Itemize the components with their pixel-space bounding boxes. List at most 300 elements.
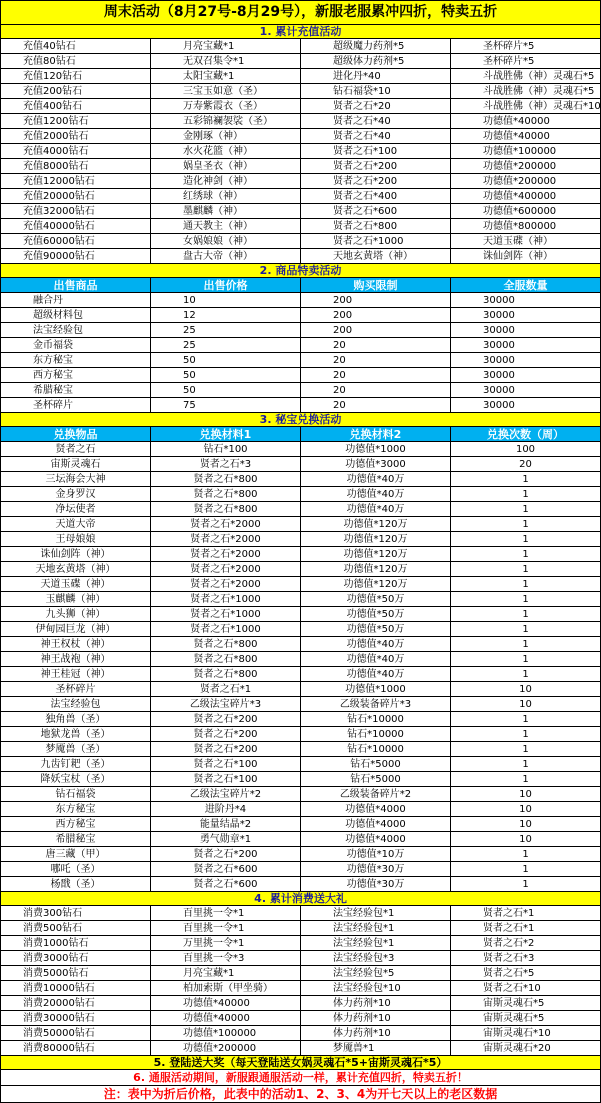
recharge-row-cell: 充值90000钻石 [1, 249, 151, 264]
recharge-row-cell: 娲皇圣衣（神） [151, 159, 301, 174]
sale-row-cell: 30000 [451, 383, 601, 398]
column-header: 兑换材料1 [151, 427, 301, 442]
exchange-row [1, 652, 601, 667]
exchange-row-cell: 东方秘宝 [1, 802, 151, 817]
sale-header-row [1, 278, 601, 293]
recharge-row [1, 129, 601, 144]
consume-row-cell: 百里挑一令*3 [151, 951, 301, 966]
sale-row-cell: 希腊秘宝 [1, 383, 151, 398]
exchange-row-cell: 贤者之石*200 [151, 727, 301, 742]
recharge-row-cell: 功德值*100000 [451, 144, 601, 159]
exchange-row-cell: 1 [451, 562, 601, 577]
exchange-row [1, 547, 601, 562]
exchange-row-cell: 1 [451, 667, 601, 682]
sale-row-cell: 30000 [451, 338, 601, 353]
recharge-row-cell: 充值2000钻石 [1, 129, 151, 144]
section-exchange-title: 3. 秘宝兑换活动 [1, 413, 601, 427]
exchange-row-cell: 10 [451, 682, 601, 697]
exchange-row-cell: 1 [451, 607, 601, 622]
column-header: 全服数量 [451, 278, 601, 293]
recharge-row-cell: 三宝玉如意（圣） [151, 84, 301, 99]
exchange-row [1, 832, 601, 847]
recharge-row-cell: 充值8000钻石 [1, 159, 151, 174]
sale-row-cell: 25 [151, 338, 301, 353]
exchange-row-cell: 贤者之石*200 [151, 847, 301, 862]
exchange-row-cell: 西方秘宝 [1, 817, 151, 832]
column-header: 出售商品 [1, 278, 151, 293]
exchange-row-cell: 能量结晶*2 [151, 817, 301, 832]
exchange-row-cell: 勇气勋章*1 [151, 832, 301, 847]
exchange-row-cell: 1 [451, 877, 601, 892]
recharge-row-cell: 充值200钻石 [1, 84, 151, 99]
exchange-row-cell: 100 [451, 442, 601, 457]
exchange-row-cell: 天道大帝 [1, 517, 151, 532]
consume-row-cell: 消费80000钻石 [1, 1041, 151, 1056]
exchange-row-cell: 功德值*120万 [301, 562, 451, 577]
exchange-row [1, 577, 601, 592]
recharge-row-cell: 墨麒麟（神） [151, 204, 301, 219]
consume-row-cell: 万里挑一令*1 [151, 936, 301, 951]
consume-row-cell: 消费20000钻石 [1, 996, 151, 1011]
column-header: 兑换物品 [1, 427, 151, 442]
sale-row-cell: 10 [151, 293, 301, 308]
exchange-row-cell: 钻石*5000 [301, 757, 451, 772]
exchange-row-cell: 贤者之石*2000 [151, 517, 301, 532]
exchange-row-cell: 10 [451, 832, 601, 847]
recharge-row-cell: 贤者之石*200 [301, 174, 451, 189]
exchange-row-cell: 贤者之石*800 [151, 652, 301, 667]
exchange-row-cell: 功德值*50万 [301, 622, 451, 637]
consume-row-cell: 消费3000钻石 [1, 951, 151, 966]
recharge-row-cell: 贤者之石*200 [301, 159, 451, 174]
sale-row [1, 398, 601, 413]
consume-row-cell: 百里挑一令*1 [151, 906, 301, 921]
exchange-row-cell: 钻石*5000 [301, 772, 451, 787]
exchange-row-cell: 贤者之石*100 [151, 757, 301, 772]
consume-row-cell: 柏加索斯（甲坐骑） [151, 981, 301, 996]
exchange-row-cell: 地狱龙兽（圣） [1, 727, 151, 742]
consume-row-cell: 体力药剂*10 [301, 1026, 451, 1041]
recharge-row-cell: 斗战胜佛（神）灵魂石*5 [451, 69, 601, 84]
exchange-row [1, 607, 601, 622]
exchange-row-cell: 功德值*1000 [301, 442, 451, 457]
consume-row-cell: 消费30000钻石 [1, 1011, 151, 1026]
recharge-row-cell: 金刚琢（神） [151, 129, 301, 144]
exchange-row-cell: 钻石*100 [151, 442, 301, 457]
section-recharge-title: 1. 累计充值活动 [1, 25, 601, 39]
exchange-row-cell: 贤者之石*1000 [151, 592, 301, 607]
exchange-row-cell: 贤者之石*2000 [151, 562, 301, 577]
exchange-row [1, 742, 601, 757]
exchange-row-cell: 贤者之石*2000 [151, 547, 301, 562]
consume-row-cell: 法宝经验包*3 [301, 951, 451, 966]
section-newserver-notice: 6. 通服活动期间，新服跟通服活动一样，累计充值四折，特卖五折！ [1, 1070, 601, 1086]
exchange-row-cell: 1 [451, 472, 601, 487]
exchange-row-cell: 1 [451, 712, 601, 727]
exchange-row-cell: 功德值*50万 [301, 592, 451, 607]
exchange-row-cell: 1 [451, 652, 601, 667]
sale-row-cell: 20 [301, 353, 451, 368]
exchange-row-cell: 诛仙剑阵（神） [1, 547, 151, 562]
exchange-row [1, 487, 601, 502]
recharge-row-cell: 贤者之石*400 [301, 189, 451, 204]
recharge-row-cell: 万寿紫霞衣（圣） [151, 99, 301, 114]
exchange-row [1, 442, 601, 457]
recharge-row-cell: 功德值*600000 [451, 204, 601, 219]
exchange-row-cell: 九头狮（神） [1, 607, 151, 622]
recharge-row-cell: 充值20000钻石 [1, 189, 151, 204]
exchange-row [1, 472, 601, 487]
sale-row-cell: 30000 [451, 398, 601, 413]
exchange-row-cell: 1 [451, 622, 601, 637]
recharge-row-cell: 红绣球（神） [151, 189, 301, 204]
consume-row-cell: 贤者之石*5 [451, 966, 601, 981]
consume-row-cell: 法宝经验包*10 [301, 981, 451, 996]
exchange-row-cell: 功德值*3000 [301, 457, 451, 472]
exchange-row-cell: 功德值*4000 [301, 817, 451, 832]
exchange-row-cell: 王母娘娘 [1, 532, 151, 547]
exchange-row-cell: 功德值*4000 [301, 832, 451, 847]
exchange-row-cell: 希腊秘宝 [1, 832, 151, 847]
exchange-row-cell: 1 [451, 487, 601, 502]
sale-row-cell: 200 [301, 308, 451, 323]
recharge-row [1, 54, 601, 69]
exchange-row-cell: 贤者之石*200 [151, 712, 301, 727]
recharge-row-cell: 进化丹*40 [301, 69, 451, 84]
consume-row-cell: 宙斯灵魂石*5 [451, 996, 601, 1011]
exchange-row-cell: 贤者之石*2000 [151, 577, 301, 592]
recharge-row-cell: 功德值*400000 [451, 189, 601, 204]
exchange-row-cell: 乙级装备碎片*3 [301, 697, 451, 712]
exchange-row [1, 862, 601, 877]
exchange-row-cell: 功德值*40万 [301, 487, 451, 502]
sale-row-cell: 圣杯碎片 [1, 398, 151, 413]
recharge-row [1, 114, 601, 129]
recharge-row-cell: 超级体力药剂*5 [301, 54, 451, 69]
recharge-row-cell: 五彩锦襕袈裟（圣） [151, 114, 301, 129]
sale-row-cell: 50 [151, 353, 301, 368]
exchange-row-cell: 20 [451, 457, 601, 472]
page-title: 周末活动（8月27号-8月29号），新服老服累冲四折，特卖五折 [1, 1, 601, 25]
sale-row-cell: 西方秘宝 [1, 368, 151, 383]
exchange-row-cell: 乙级法宝碎片*3 [151, 697, 301, 712]
exchange-row-cell: 1 [451, 847, 601, 862]
section-consume-title: 4. 累计消费送大礼 [1, 892, 601, 906]
sale-row-cell: 20 [301, 338, 451, 353]
exchange-row-cell: 钻石*10000 [301, 727, 451, 742]
recharge-row-cell: 贤者之石*600 [301, 204, 451, 219]
recharge-row-cell: 造化神剑（神） [151, 174, 301, 189]
column-header: 兑换材料2 [301, 427, 451, 442]
exchange-row-cell: 1 [451, 757, 601, 772]
consume-row [1, 996, 601, 1011]
exchange-row [1, 592, 601, 607]
exchange-row-cell: 1 [451, 637, 601, 652]
sale-row-cell: 30000 [451, 293, 601, 308]
sale-row-cell: 20 [301, 398, 451, 413]
recharge-row [1, 99, 601, 114]
recharge-row-cell: 女娲娘娘（神） [151, 234, 301, 249]
recharge-row [1, 84, 601, 99]
consume-row-cell: 法宝经验包*1 [301, 936, 451, 951]
exchange-row-cell: 贤者之石*1 [151, 682, 301, 697]
consume-row-cell: 梦魇兽*1 [301, 1041, 451, 1056]
recharge-row [1, 144, 601, 159]
recharge-row-cell: 圣杯碎片*5 [451, 54, 601, 69]
exchange-row [1, 682, 601, 697]
consume-row-cell: 体力药剂*10 [301, 996, 451, 1011]
exchange-row-cell: 贤者之石*1000 [151, 607, 301, 622]
sale-row [1, 308, 601, 323]
consume-row-cell: 宙斯灵魂石*10 [451, 1026, 601, 1041]
recharge-row-cell: 斗战胜佛（神）灵魂石*10 [451, 99, 601, 114]
exchange-row [1, 457, 601, 472]
exchange-row [1, 802, 601, 817]
sale-row-cell: 200 [301, 293, 451, 308]
exchange-row-cell: 贤者之石*600 [151, 877, 301, 892]
exchange-row-cell: 贤者之石*800 [151, 637, 301, 652]
exchange-row-cell: 1 [451, 727, 601, 742]
exchange-row-cell: 梦魇兽（圣） [1, 742, 151, 757]
exchange-row-cell: 玉麒麟（神） [1, 592, 151, 607]
exchange-row [1, 877, 601, 892]
exchange-row-cell: 金身罗汉 [1, 487, 151, 502]
footer-note: 注：表中为折后价格，此表中的活动1、2、3、4为开七天以上的老区数据 [1, 1086, 601, 1103]
consume-row-cell: 贤者之石*1 [451, 906, 601, 921]
exchange-row-cell: 1 [451, 772, 601, 787]
consume-row [1, 921, 601, 936]
exchange-row-cell: 贤者之石*800 [151, 487, 301, 502]
recharge-row-cell: 钻石福袋*10 [301, 84, 451, 99]
exchange-row-cell: 功德值*40万 [301, 637, 451, 652]
recharge-row-cell: 贤者之石*1000 [301, 234, 451, 249]
consume-row-cell: 功德值*200000 [151, 1041, 301, 1056]
exchange-row-cell: 神王权杖（神） [1, 637, 151, 652]
exchange-row [1, 697, 601, 712]
consume-row-cell: 功德值*40000 [151, 996, 301, 1011]
consume-row-cell: 法宝经验包*5 [301, 966, 451, 981]
exchange-row-cell: 三坛海会大神 [1, 472, 151, 487]
recharge-row-cell: 充值1200钻石 [1, 114, 151, 129]
exchange-row-cell: 功德值*120万 [301, 547, 451, 562]
exchange-row-cell: 杨戬（圣） [1, 877, 151, 892]
recharge-row [1, 204, 601, 219]
recharge-row-cell: 贤者之石*100 [301, 144, 451, 159]
consume-row-cell: 宙斯灵魂石*5 [451, 1011, 601, 1026]
sale-row-cell: 20 [301, 383, 451, 398]
sale-row-cell: 东方秘宝 [1, 353, 151, 368]
column-header: 购买限制 [301, 278, 451, 293]
exchange-row-cell: 1 [451, 532, 601, 547]
sale-row [1, 338, 601, 353]
recharge-row-cell: 诛仙剑阵（神） [451, 249, 601, 264]
recharge-row [1, 39, 601, 54]
exchange-row [1, 517, 601, 532]
sale-row-cell: 30000 [451, 353, 601, 368]
exchange-row-cell: 进阶丹*4 [151, 802, 301, 817]
recharge-row-cell: 圣杯碎片*5 [451, 39, 601, 54]
consume-row [1, 1041, 601, 1056]
section-login-title: 5. 登陆送大奖（每天登陆送女娲灵魂石*5+宙斯灵魂石*5） [1, 1056, 601, 1070]
exchange-row-cell: 九齿钉耙（圣） [1, 757, 151, 772]
recharge-row-cell: 贤者之石*40 [301, 114, 451, 129]
exchange-row-cell: 功德值*120万 [301, 532, 451, 547]
recharge-row-cell: 盘古大帝（神） [151, 249, 301, 264]
exchange-row-cell: 贤者之石*800 [151, 667, 301, 682]
recharge-row-cell: 水火花篮（神） [151, 144, 301, 159]
sale-row [1, 368, 601, 383]
recharge-row-cell: 天道玉碟（神） [451, 234, 601, 249]
exchange-row-cell: 宙斯灵魂石 [1, 457, 151, 472]
exchange-row-cell: 净坛使者 [1, 502, 151, 517]
exchange-row [1, 712, 601, 727]
exchange-row-cell: 天地玄黄塔（神） [1, 562, 151, 577]
recharge-row-cell: 功德值*40000 [451, 114, 601, 129]
consume-row-cell: 功德值*100000 [151, 1026, 301, 1041]
recharge-row [1, 189, 601, 204]
sale-row-cell: 75 [151, 398, 301, 413]
recharge-row [1, 234, 601, 249]
recharge-row-cell: 充值400钻石 [1, 99, 151, 114]
recharge-row-cell: 功德值*40000 [451, 129, 601, 144]
exchange-row [1, 622, 601, 637]
recharge-row-cell: 贤者之石*40 [301, 129, 451, 144]
exchange-row-cell: 功德值*120万 [301, 577, 451, 592]
recharge-row-cell: 贤者之石*800 [301, 219, 451, 234]
exchange-header-row [1, 427, 601, 442]
recharge-row-cell: 功德值*200000 [451, 159, 601, 174]
recharge-row-cell: 太阳宝藏*1 [151, 69, 301, 84]
sale-row-cell: 25 [151, 323, 301, 338]
consume-row-cell: 体力药剂*10 [301, 1011, 451, 1026]
exchange-row-cell: 乙级法宝碎片*2 [151, 787, 301, 802]
exchange-row-cell: 法宝经验包 [1, 697, 151, 712]
consume-row-cell: 功德值*40000 [151, 1011, 301, 1026]
exchange-row-cell: 功德值*50万 [301, 607, 451, 622]
consume-row-cell: 贤者之石*1 [451, 921, 601, 936]
sale-row-cell: 30000 [451, 368, 601, 383]
consume-row-cell: 消费1000钻石 [1, 936, 151, 951]
exchange-row-cell: 功德值*30万 [301, 862, 451, 877]
exchange-row-cell: 天道玉碟（神） [1, 577, 151, 592]
exchange-row-cell: 贤者之石*1000 [151, 622, 301, 637]
exchange-row-cell: 功德值*40万 [301, 652, 451, 667]
exchange-row-cell: 贤者之石*800 [151, 472, 301, 487]
exchange-row-cell: 10 [451, 817, 601, 832]
sale-row-cell: 法宝经验包 [1, 323, 151, 338]
exchange-row-cell: 1 [451, 742, 601, 757]
column-header: 兑换次数（周） [451, 427, 601, 442]
exchange-row-cell: 独角兽（圣） [1, 712, 151, 727]
exchange-row-cell: 贤者之石*800 [151, 502, 301, 517]
consume-row-cell: 消费300钻石 [1, 906, 151, 921]
consume-row-cell: 宙斯灵魂石*20 [451, 1041, 601, 1056]
recharge-row-cell: 月亮宝藏*1 [151, 39, 301, 54]
recharge-row-cell: 功德值*200000 [451, 174, 601, 189]
exchange-row [1, 562, 601, 577]
column-header: 出售价格 [151, 278, 301, 293]
sale-row-cell: 超级材料包 [1, 308, 151, 323]
exchange-row-cell: 降妖宝杖（圣） [1, 772, 151, 787]
exchange-row-cell: 功德值*1000 [301, 682, 451, 697]
sale-row-cell: 融合丹 [1, 293, 151, 308]
exchange-row-cell: 伊甸园巨龙（神） [1, 622, 151, 637]
consume-row [1, 906, 601, 921]
consume-row-cell: 贤者之石*2 [451, 936, 601, 951]
sale-row-cell: 200 [301, 323, 451, 338]
exchange-row-cell: 1 [451, 862, 601, 877]
consume-row-cell: 贤者之石*10 [451, 981, 601, 996]
exchange-row-cell: 功德值*10万 [301, 847, 451, 862]
exchange-row-cell: 贤者之石*3 [151, 457, 301, 472]
recharge-row-cell: 充值12000钻石 [1, 174, 151, 189]
exchange-row-cell: 神王桂冠（神） [1, 667, 151, 682]
exchange-row-cell: 贤者之石*200 [151, 742, 301, 757]
sale-row [1, 293, 601, 308]
exchange-row-cell: 10 [451, 802, 601, 817]
exchange-row-cell: 圣杯碎片 [1, 682, 151, 697]
exchange-row-cell: 钻石*10000 [301, 742, 451, 757]
recharge-row-cell: 充值120钻石 [1, 69, 151, 84]
sale-row [1, 323, 601, 338]
consume-row-cell: 月亮宝藏*1 [151, 966, 301, 981]
exchange-row-cell: 贤者之石*600 [151, 862, 301, 877]
recharge-row-cell: 通天教主（神） [151, 219, 301, 234]
exchange-row [1, 727, 601, 742]
exchange-row [1, 787, 601, 802]
consume-row-cell: 消费5000钻石 [1, 966, 151, 981]
exchange-row [1, 817, 601, 832]
exchange-row-cell: 功德值*30万 [301, 877, 451, 892]
exchange-row-cell: 功德值*40万 [301, 472, 451, 487]
exchange-row [1, 847, 601, 862]
consume-row [1, 936, 601, 951]
exchange-row [1, 637, 601, 652]
recharge-row-cell: 充值80钻石 [1, 54, 151, 69]
consume-row-cell: 法宝经验包*1 [301, 906, 451, 921]
exchange-row-cell: 功德值*40万 [301, 667, 451, 682]
recharge-row-cell: 充值40钻石 [1, 39, 151, 54]
exchange-row-cell: 唐三藏（甲） [1, 847, 151, 862]
exchange-row-cell: 1 [451, 502, 601, 517]
exchange-row-cell: 功德值*40万 [301, 502, 451, 517]
recharge-row [1, 174, 601, 189]
consume-row-cell: 百里挑一令*1 [151, 921, 301, 936]
exchange-row [1, 757, 601, 772]
exchange-row-cell: 贤者之石*2000 [151, 532, 301, 547]
sale-row-cell: 50 [151, 368, 301, 383]
recharge-row-cell: 充值32000钻石 [1, 204, 151, 219]
exchange-row-cell: 1 [451, 592, 601, 607]
consume-row [1, 966, 601, 981]
consume-row [1, 981, 601, 996]
consume-row [1, 1026, 601, 1041]
exchange-row-cell: 1 [451, 547, 601, 562]
sale-row-cell: 50 [151, 383, 301, 398]
recharge-row-cell: 充值60000钻石 [1, 234, 151, 249]
exchange-row [1, 667, 601, 682]
consume-row-cell: 消费500钻石 [1, 921, 151, 936]
exchange-row-cell: 贤者之石*100 [151, 772, 301, 787]
sale-row-cell: 20 [301, 368, 451, 383]
recharge-row [1, 159, 601, 174]
exchange-row-cell: 哪吒（圣） [1, 862, 151, 877]
exchange-row-cell: 10 [451, 787, 601, 802]
consume-row-cell: 消费50000钻石 [1, 1026, 151, 1041]
exchange-row-cell: 10 [451, 697, 601, 712]
recharge-row-cell: 斗战胜佛（神）灵魂石*5 [451, 84, 601, 99]
consume-row-cell: 贤者之石*3 [451, 951, 601, 966]
